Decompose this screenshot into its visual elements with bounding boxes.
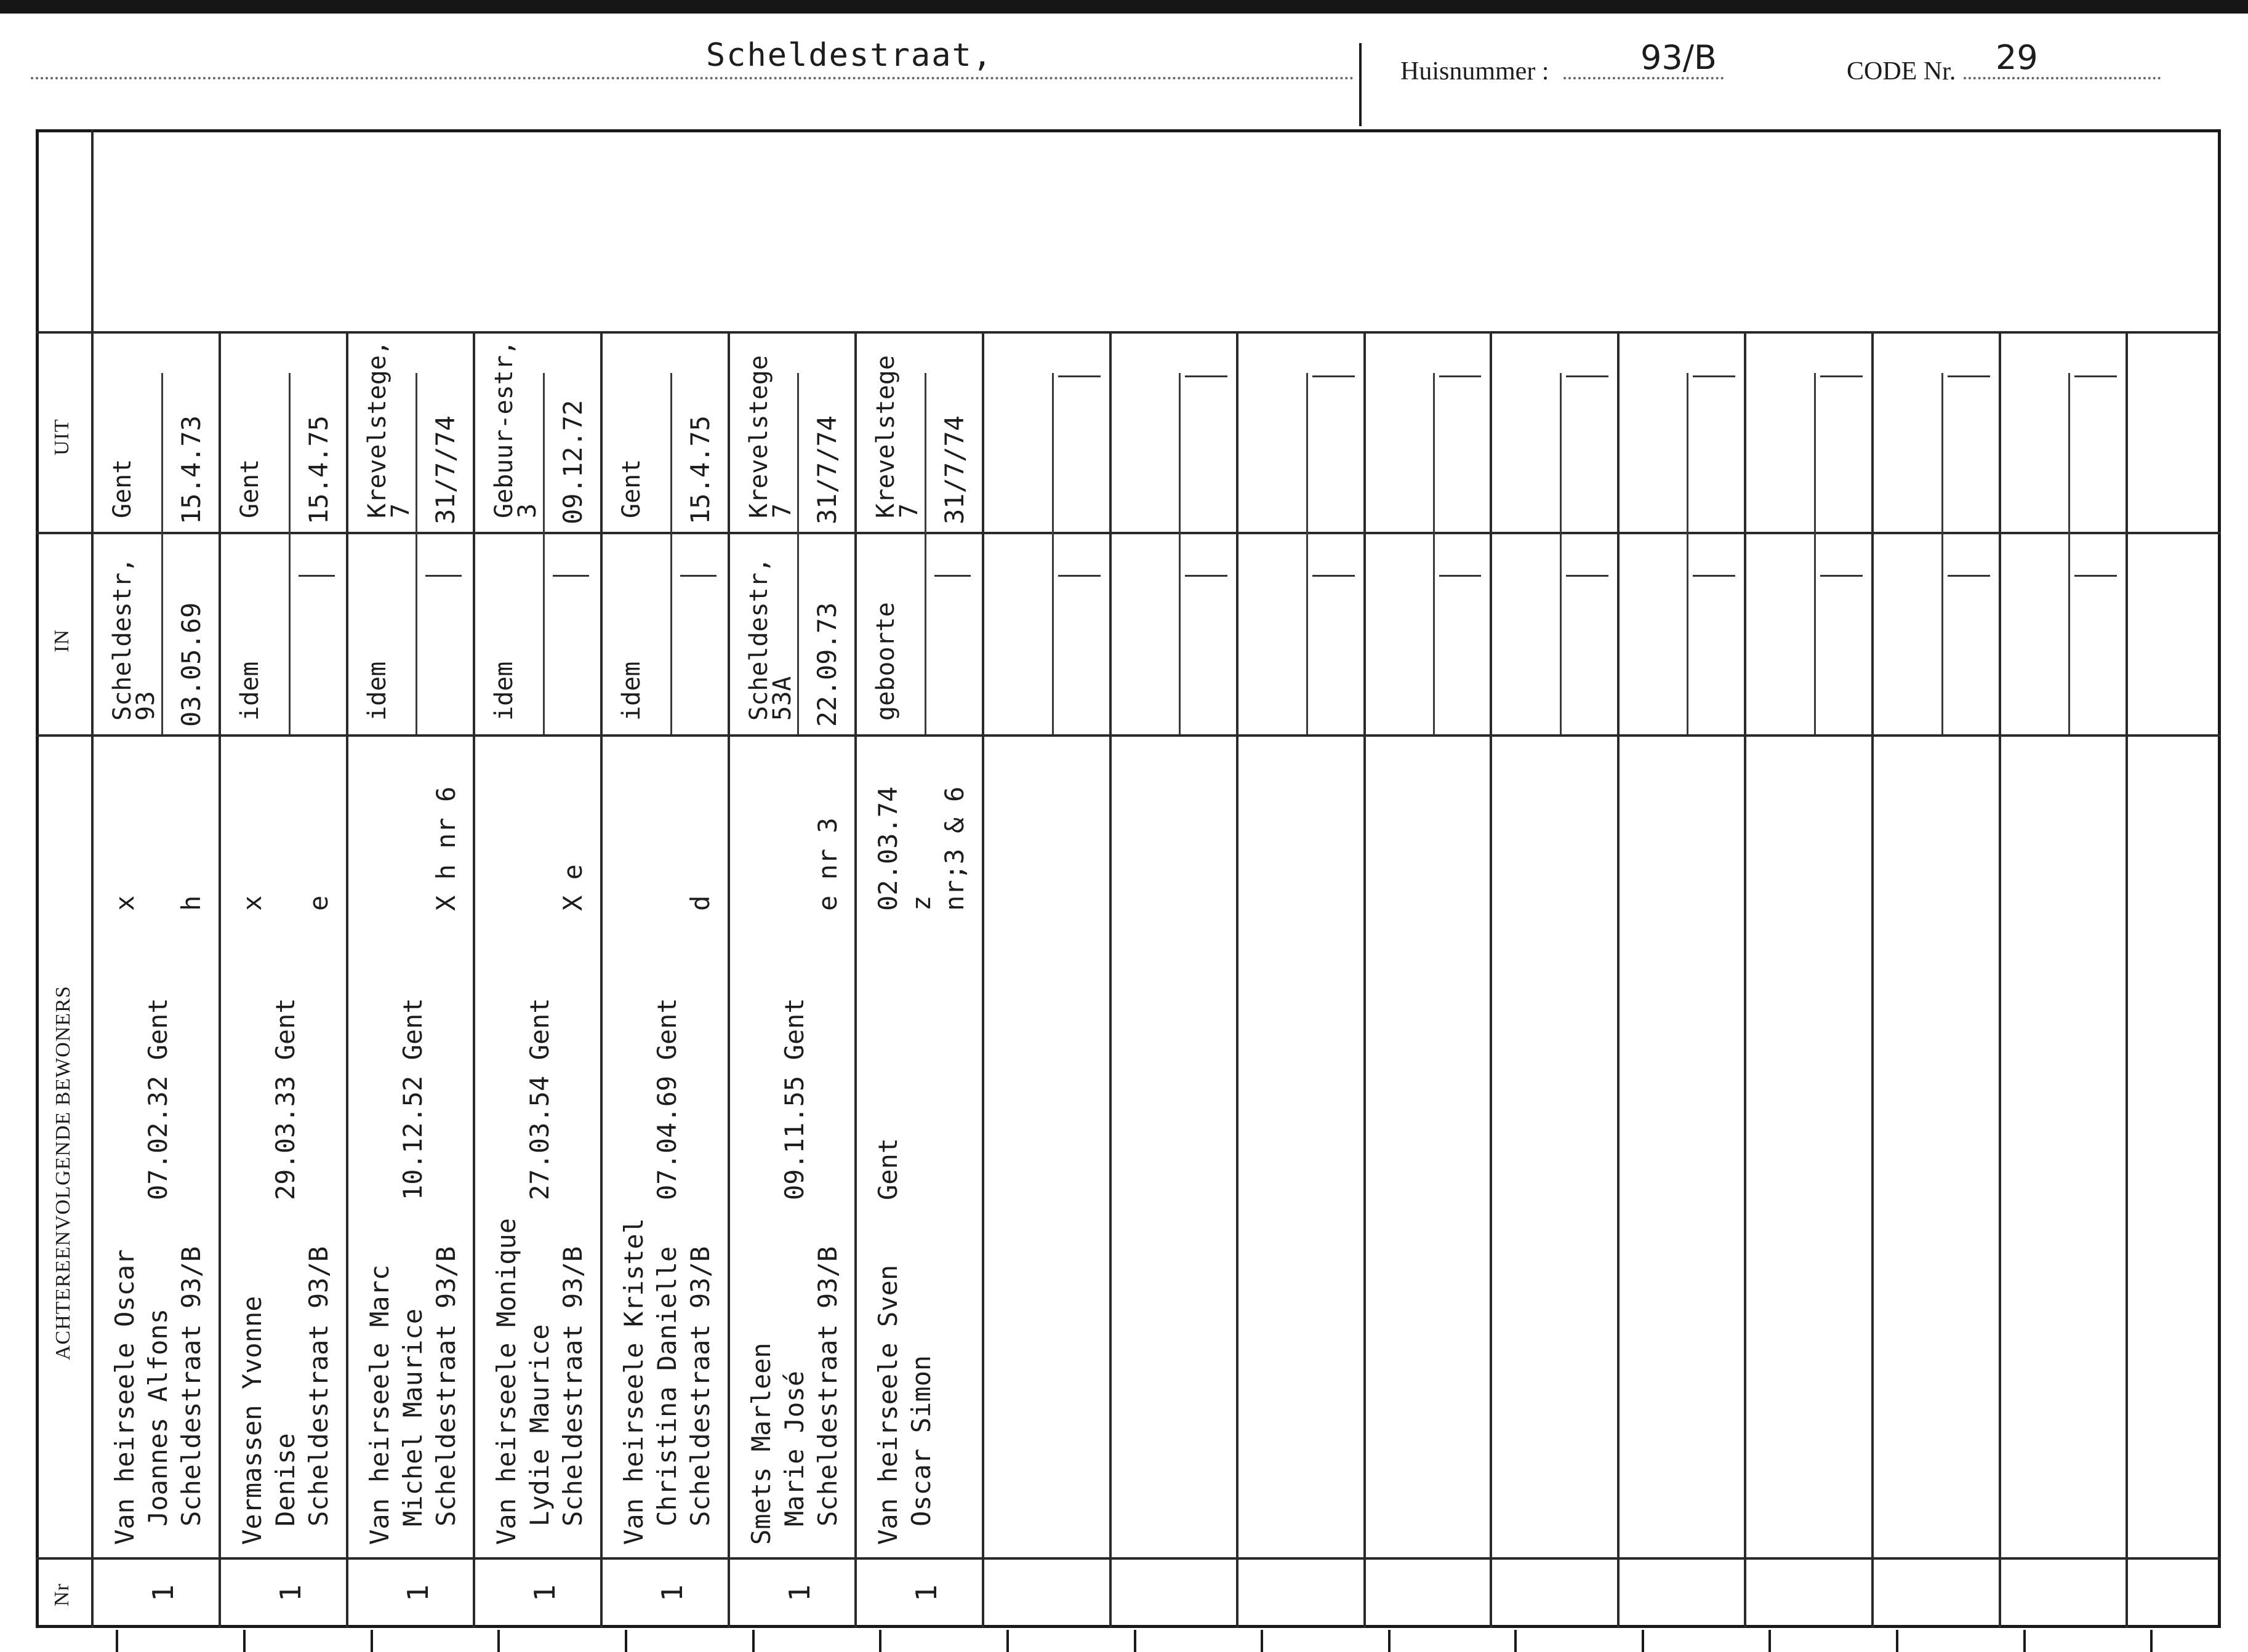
- bottom-tick: [2150, 1630, 2153, 1652]
- sub-column-rule: [1560, 373, 1562, 734]
- street-name: Scheldestraat,: [705, 37, 994, 74]
- remark: x: [237, 895, 267, 911]
- resident-line: [236, 751, 269, 1545]
- remark: d: [685, 895, 715, 911]
- uit-place: Gent: [236, 459, 264, 518]
- remark: 02.03.74: [873, 786, 903, 911]
- empty-in-dash: [1058, 575, 1101, 577]
- resident-name: Van heirseele Marc: [364, 1264, 395, 1545]
- bottom-tick: [2023, 1630, 2026, 1652]
- birth-date-place: [490, 911, 523, 1200]
- empty-in-dash: [1820, 575, 1863, 577]
- sub-column-rule: [670, 373, 672, 734]
- remark: nr;3 & 6: [939, 786, 969, 911]
- uit-date: 15.4.75: [685, 415, 715, 524]
- in-place: idem: [490, 661, 518, 721]
- sub-column-rule: [1052, 373, 1054, 734]
- resident-name: [938, 1200, 971, 1545]
- bottom-tick: [879, 1630, 881, 1652]
- in-place: idem: [236, 661, 264, 721]
- bottom-tick: [1896, 1630, 1898, 1652]
- resident-line: [396, 751, 430, 1545]
- uit-place: Gent: [617, 459, 646, 518]
- resident-block: [363, 747, 463, 1545]
- label-nr: Nr: [50, 1583, 73, 1606]
- bottom-tick: [1134, 1630, 1136, 1652]
- remark: [523, 751, 556, 911]
- bottom-tick: [243, 1630, 246, 1652]
- entry-nr: 1: [656, 1584, 689, 1602]
- remark: [617, 751, 651, 911]
- resident-name: Vermassen Yvonne: [237, 1296, 267, 1545]
- resident-name: Joannes Alfons: [143, 1308, 173, 1526]
- entry-nr: 1: [274, 1584, 307, 1602]
- label-column-rule: [91, 129, 94, 1628]
- column-rule: [1236, 331, 1238, 1628]
- resident-name: Denise: [270, 1433, 300, 1526]
- code-dotted-line: [1964, 77, 2161, 79]
- huisnummer-label: Huisnummer :: [1400, 57, 1549, 86]
- uit-place: Krevelstege, 7: [363, 340, 415, 518]
- entry-nr: 1: [528, 1584, 561, 1602]
- remark: x: [110, 895, 140, 911]
- column-rule: [1109, 331, 1112, 1628]
- resident-line: [269, 751, 302, 1545]
- resident-line: [872, 751, 905, 1545]
- resident-line: [778, 751, 811, 1545]
- resident-line: [142, 751, 175, 1545]
- column-rule: [1363, 331, 1366, 1628]
- street-dotted-line: [31, 77, 1354, 79]
- resident-block: [236, 747, 335, 1545]
- entry-nr: 1: [147, 1584, 180, 1602]
- birth-date-place: [363, 911, 396, 1200]
- sub-column-rule: [289, 373, 291, 734]
- resident-line: [556, 751, 590, 1545]
- sub-column-rule: [161, 373, 163, 734]
- remark: e nr 3: [813, 817, 843, 911]
- in-date-dash: [425, 575, 462, 577]
- remark: [269, 751, 302, 911]
- bottom-tick: [1006, 1630, 1009, 1652]
- birth-date-place: 10.12.52 Gent: [398, 998, 428, 1200]
- birth-date-place: [430, 911, 463, 1200]
- sub-column-rule: [415, 373, 417, 734]
- column-rule: [1999, 331, 2001, 1628]
- resident-name: Lydie Maurice: [524, 1324, 555, 1526]
- birth-date-place: [175, 911, 208, 1200]
- birth-date-place: 07.02.32 Gent: [143, 998, 173, 1200]
- remark: X e: [558, 864, 588, 911]
- bottom-tick: [116, 1630, 118, 1652]
- resident-line: [302, 751, 335, 1545]
- birth-date-place: [108, 911, 142, 1200]
- resident-line: [523, 751, 556, 1545]
- column-rule: [473, 331, 475, 1628]
- resident-line: [938, 751, 971, 1545]
- column-rule: [600, 331, 603, 1628]
- sub-column-rule: [925, 373, 926, 734]
- birth-date-place: Gent: [873, 1137, 903, 1200]
- column-rule: [854, 331, 857, 1628]
- birth-date-place: [302, 911, 335, 1200]
- birth-date-place: [905, 911, 938, 1200]
- header-divider: [1359, 43, 1362, 126]
- column-rule: [1744, 331, 1746, 1628]
- code-label: CODE Nr.: [1847, 57, 1956, 86]
- entry-nr: 1: [783, 1584, 816, 1602]
- label-in: IN: [50, 629, 73, 652]
- resident-name: Oscar Simon: [906, 1355, 936, 1526]
- resident-line: [684, 751, 717, 1545]
- uit-date: 15.4.73: [176, 415, 206, 524]
- empty-in-dash: [1185, 575, 1227, 577]
- birth-date-place: [745, 911, 778, 1200]
- entry-nr: 1: [401, 1584, 435, 1602]
- remark: X h nr 6: [431, 786, 461, 911]
- resident-name: Scheldestraat 93/B: [685, 1246, 715, 1526]
- resident-line: [617, 751, 651, 1545]
- empty-uit-dash: [1312, 375, 1355, 377]
- sub-column-rule: [1179, 373, 1181, 734]
- empty-uit-dash: [1439, 375, 1481, 377]
- column-rule: [219, 331, 221, 1628]
- uit-date: 31/7/74: [812, 415, 842, 524]
- empty-uit-dash: [1566, 375, 1608, 377]
- in-date: 22.09.73: [812, 602, 842, 727]
- in-date-dash: [934, 575, 971, 577]
- uit-place: Gebuur-estr, 3: [490, 340, 542, 518]
- empty-uit-dash: [1058, 375, 1101, 377]
- sub-column-rule: [797, 373, 799, 734]
- resident-name: Michel Maurice: [398, 1308, 428, 1526]
- empty-in-dash: [2074, 575, 2117, 577]
- remark: e: [303, 895, 334, 911]
- resident-name: Marie José: [779, 1371, 809, 1526]
- resident-name: Van heirseele Oscar: [110, 1249, 140, 1545]
- bottom-tick: [1388, 1630, 1391, 1652]
- birth-date-place: [811, 911, 845, 1200]
- resident-name: Van heirseele Kristel: [619, 1217, 649, 1545]
- in-date-dash: [680, 575, 717, 577]
- bottom-tick: [1261, 1630, 1263, 1652]
- resident-name: Smets Marleen: [746, 1342, 776, 1545]
- resident-name: Scheldestraat 93/B: [303, 1246, 334, 1526]
- in-date-dash: [299, 575, 335, 577]
- sub-column-rule: [1814, 373, 1816, 734]
- label-bewoners: ACHTEREENVOLGENDE BEWONERS: [52, 985, 74, 1360]
- uit-place: Gent: [108, 459, 137, 518]
- column-rule: [1490, 331, 1492, 1628]
- huisnummer-dotted-line: [1564, 77, 1724, 79]
- birth-date-place: 27.03.54 Gent: [524, 998, 555, 1200]
- bottom-tick: [625, 1630, 627, 1652]
- remark: [396, 751, 430, 911]
- resident-line: [108, 751, 142, 1545]
- birth-date-place: [938, 911, 971, 1200]
- uit-place: Krevelstege 7: [745, 355, 797, 518]
- uit-place: Krevelstege 7: [872, 355, 923, 518]
- bottom-tick: [1642, 1630, 1644, 1652]
- resident-line: [651, 751, 684, 1545]
- bottom-tick: [1768, 1630, 1771, 1652]
- uit-date: 09.12.72: [558, 399, 588, 524]
- huisnummer-value: 93/B: [1640, 38, 1717, 77]
- resident-block: [108, 747, 208, 1545]
- rule-uit-in: [36, 532, 2221, 534]
- sub-column-rule: [1687, 373, 1688, 734]
- in-place: Scheldestr, 53A: [745, 558, 797, 721]
- remark: [651, 751, 684, 911]
- empty-uit-dash: [1820, 375, 1863, 377]
- empty-in-dash: [1693, 575, 1735, 577]
- column-rule: [2126, 331, 2128, 1628]
- birth-date-place: [617, 911, 651, 1200]
- column-rule: [982, 331, 984, 1628]
- empty-uit-dash: [1693, 375, 1735, 377]
- remark: [745, 751, 778, 911]
- uit-date: 15.4.75: [303, 415, 334, 524]
- remark: [490, 751, 523, 911]
- remark: [778, 751, 811, 911]
- sub-column-rule: [1433, 373, 1435, 734]
- birth-date-place: 29.03.33 Gent: [270, 998, 300, 1200]
- remark: h: [176, 895, 206, 911]
- in-date: 03.05.69: [176, 602, 206, 727]
- entry-nr: 1: [910, 1584, 943, 1602]
- resident-line: [745, 751, 778, 1545]
- resident-name: Van heirseele Sven: [873, 1264, 903, 1545]
- resident-block: [617, 747, 717, 1545]
- scan-edge: [0, 0, 2248, 14]
- empty-in-dash: [1566, 575, 1608, 577]
- uit-date: 31/7/74: [939, 415, 969, 524]
- empty-uit-dash: [2074, 375, 2117, 377]
- resident-name: Scheldestraat 93/B: [176, 1246, 206, 1526]
- rule-in-bewoners: [36, 734, 2221, 737]
- resident-block: [872, 747, 971, 1545]
- resident-line: [490, 751, 523, 1545]
- label-uit: UIT: [50, 419, 73, 455]
- column-rule: [346, 331, 348, 1628]
- resident-line: [811, 751, 845, 1545]
- resident-block: [490, 747, 590, 1545]
- uit-date: 31/7/74: [430, 415, 460, 524]
- birth-date-place: 09.11.55 Gent: [779, 998, 809, 1200]
- resident-line: [175, 751, 208, 1545]
- sub-column-rule: [2068, 373, 2070, 734]
- rule-uit-top: [36, 331, 2221, 334]
- remark: [363, 751, 396, 911]
- resident-name: Scheldestraat 93/B: [431, 1246, 461, 1526]
- birth-date-place: 07.04.69 Gent: [652, 998, 682, 1200]
- empty-in-dash: [1439, 575, 1481, 577]
- column-rule: [728, 331, 730, 1628]
- column-rule: [1617, 331, 1620, 1628]
- rule-bewoners-nr: [36, 1557, 2221, 1560]
- empty-in-dash: [1948, 575, 1990, 577]
- resident-name: Scheldestraat 93/B: [558, 1246, 588, 1526]
- birth-date-place: [556, 911, 590, 1200]
- bottom-tick: [497, 1630, 500, 1652]
- in-place: idem: [363, 661, 391, 721]
- resident-block: [745, 747, 845, 1545]
- code-value: 29: [1996, 38, 2038, 77]
- resident-line: [905, 751, 938, 1545]
- resident-name: Christina Danielle: [652, 1246, 682, 1526]
- resident-name: Scheldestraat 93/B: [813, 1246, 843, 1526]
- column-rule: [1871, 331, 1874, 1628]
- sub-column-rule: [1941, 373, 1943, 734]
- birth-date-place: [236, 911, 269, 1200]
- bottom-tick: [371, 1630, 373, 1652]
- remark: [142, 751, 175, 911]
- empty-uit-dash: [1185, 375, 1227, 377]
- remark: z: [906, 895, 936, 911]
- sub-column-rule: [543, 373, 545, 734]
- in-date-dash: [553, 575, 589, 577]
- empty-in-dash: [1312, 575, 1355, 577]
- bottom-tick: [1514, 1630, 1517, 1652]
- sub-column-rule: [1306, 373, 1308, 734]
- in-place: Scheldestr, 93: [108, 558, 160, 721]
- resident-name: Van heirseele Monique: [491, 1217, 521, 1545]
- empty-uit-dash: [1948, 375, 1990, 377]
- in-place: geboorte: [872, 602, 900, 721]
- bottom-tick: [752, 1630, 755, 1652]
- resident-line: [430, 751, 463, 1545]
- birth-date-place: [684, 911, 717, 1200]
- resident-line: [363, 751, 396, 1545]
- in-place: idem: [617, 661, 646, 721]
